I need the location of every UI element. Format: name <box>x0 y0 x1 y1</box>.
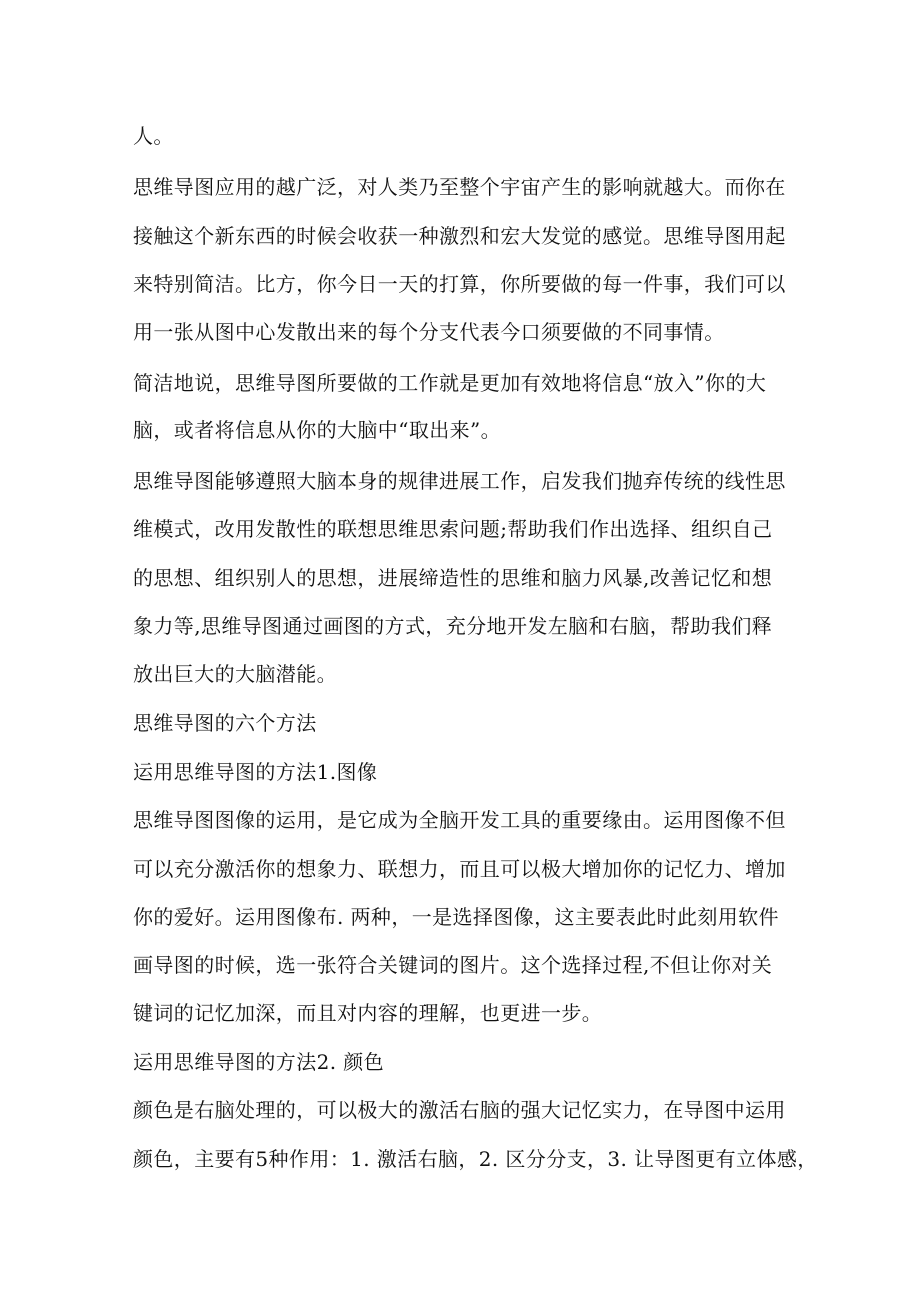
paragraph-line: 思维导图能够遵照大脑本身的规律进展工作，启发我们抛弃传统的线性思 <box>133 469 786 493</box>
paragraph-line: 脑，或者将信息从你的大脑中“取出来”。 <box>133 418 502 442</box>
paragraph-line: 放出巨大的大脑潜能。 <box>133 662 337 686</box>
paragraph-line: 来特别简洁。比方，你今日一天的打算，你所要做的每一件事，我们可以 <box>133 272 786 296</box>
paragraph-line: 象力等,思维导图通过画图的方式，充分地开发左脑和右脑，帮助我们释 <box>133 614 773 638</box>
paragraph-line: 简洁地说，思维导图所要做的工作就是更加有效地将信息“放入”你的大 <box>133 371 767 395</box>
paragraph-line: 键词的记忆加深，而且对内容的理解，也更进一步。 <box>133 1001 603 1025</box>
subsection-heading: 运用思维导图的方法1.图像 <box>133 760 378 784</box>
paragraph-line: 的思想、组织别人的思想，进展缔造性的思维和脑力风暴,改善记忆和想 <box>133 566 773 590</box>
section-heading: 思维导图的六个方法 <box>133 711 317 735</box>
subsection-heading: 运用思维导图的方法2. 颜色 <box>133 1050 385 1074</box>
paragraph-line: 思维导图图像的运用，是它成为全脑开发工具的重要缘由。运用图像不但 <box>133 808 786 832</box>
paragraph-line: 颜色，主要有5种作用：1. 激活右脑，2. 区分分支，3. 让导图更有立体感， <box>133 1147 818 1171</box>
paragraph-line: 接触这个新东西的时候会收获一种激烈和宏大发觉的感觉。思维导图用起 <box>133 224 786 248</box>
paragraph-line: 人。 <box>133 124 174 148</box>
paragraph-line: 可以充分激活你的想象力、联想力，而且可以极大增加你的记忆力、增加 <box>133 857 786 881</box>
paragraph-line: 维模式，改用发散性的联想思维思索问题;帮助我们作出选择、组织自己 <box>133 517 773 541</box>
paragraph-line: 思维导图应用的越广泛，对人类乃至整个宇宙产生的影响就越大。而你在 <box>133 175 786 199</box>
paragraph-line: 画导图的时候，选一张符合关键词的图片。这个选择过程,不但让你对关 <box>133 953 773 977</box>
paragraph-line: 颜色是右脑处理的，可以极大的激活右脑的强大记忆实力，在导图中运用 <box>133 1098 786 1122</box>
paragraph-line: 用一张从图中心发散出来的每个分支代表今口须要做的不同事情。 <box>133 320 725 344</box>
paragraph-line: 你的爱好。运用图像布. 两种，一是选择图像，这主要表此时此刻用软件 <box>133 905 779 929</box>
